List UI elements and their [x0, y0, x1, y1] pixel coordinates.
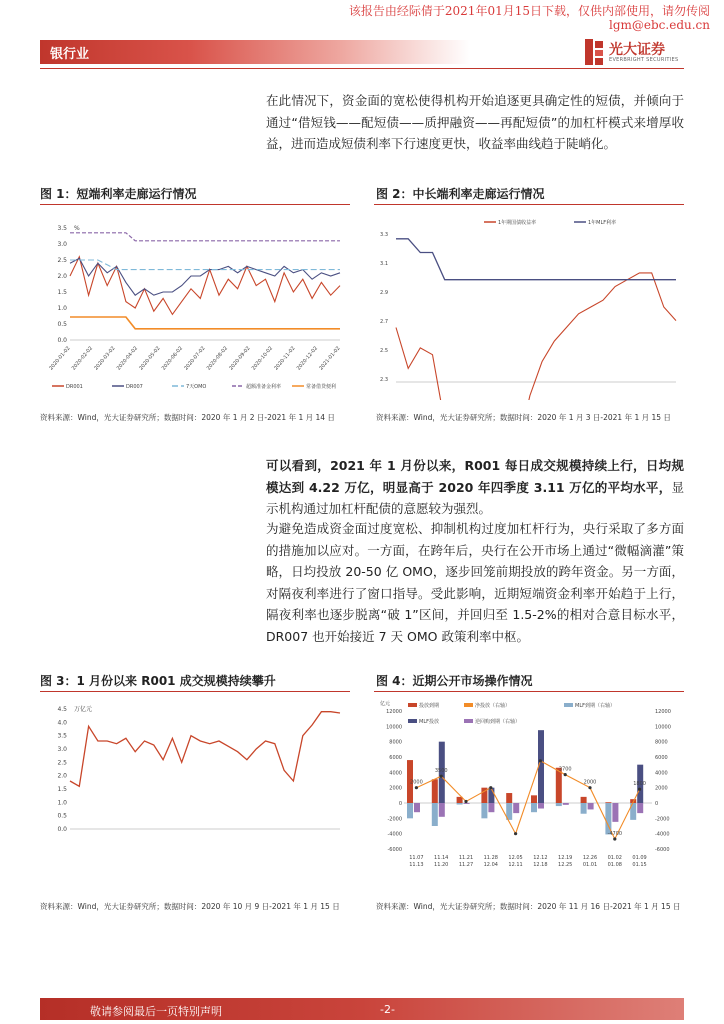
y2-tick-label: 12000: [655, 709, 671, 715]
legend-label: DR007: [126, 384, 143, 390]
watermark-line1: 该报告由经际倩于2021年01月15日下载，仅供内部使用，请勿传阅: [348, 4, 710, 18]
y-tick-label: 1.0: [57, 305, 67, 312]
y-tick-label: 3.0: [57, 241, 67, 248]
legend-label: 净投放（右轴）: [475, 703, 511, 709]
y-tick-label: 2.5: [57, 759, 67, 767]
x-tick-label: 01.09: [632, 855, 647, 861]
legend-swatch: [408, 719, 417, 723]
y-tick-label: 2000: [389, 785, 402, 792]
x-tick-label: 11.20: [434, 862, 449, 868]
y-tick-label: 3.0: [57, 746, 67, 753]
data-label: -4700: [607, 831, 623, 838]
bar-injection: [581, 797, 587, 803]
x-tick-label: 12.04: [483, 862, 498, 868]
x-tick-label: 2020-09-02: [228, 345, 252, 372]
y-tick-label: 0.5: [57, 321, 67, 328]
figure-2-title: 图 2：中长端利率走廊运行情况: [376, 187, 545, 201]
bar-injection: [531, 795, 537, 803]
bar-repo-maturity: [513, 803, 519, 813]
x-tick-label: 11.27: [458, 862, 474, 868]
x-tick-label: 12.19: [558, 855, 573, 861]
legend-label: DR001: [66, 384, 83, 390]
bar-injection: [506, 793, 512, 803]
series-line-2: [70, 260, 340, 270]
y-tick-label: 6000: [389, 755, 402, 761]
series-line-1: [70, 258, 340, 295]
y2-tick-label: -4000: [655, 831, 670, 838]
y-tick-label: 2.0: [57, 273, 67, 280]
bar-mlf-maturity: [581, 803, 587, 814]
net-injection-point: [464, 800, 467, 803]
bar-repo-maturity: [488, 803, 494, 812]
footer-disclaimer: 敬请参阅最后一页特别声明: [90, 1005, 222, 1018]
y2-tick-label: 10000: [655, 724, 671, 731]
data-label: 3500: [434, 768, 448, 775]
bar-injection: [605, 802, 611, 803]
x-tick-label: 2020-11-02: [273, 345, 297, 372]
net-injection-point: [588, 786, 591, 789]
y2-tick-label: 6000: [655, 755, 668, 761]
legend-label: 超额准备金利率: [246, 384, 282, 390]
legend-swatch: [564, 703, 573, 707]
x-tick-label: 2020-01-02: [48, 345, 72, 372]
x-tick-label: 2020-05-02: [138, 345, 162, 372]
bar-repo-maturity: [439, 803, 445, 817]
y2-tick-label: -6000: [655, 847, 670, 853]
y-tick-label: 1.5: [57, 289, 67, 296]
page-number: -2-: [380, 1003, 395, 1016]
x-tick-label: 12.11: [508, 862, 523, 868]
x-tick-label: 2020-10-02: [250, 345, 275, 372]
figure-4-rule: [374, 691, 684, 692]
x-tick-label: 01.08: [607, 862, 622, 868]
net-injection-point: [440, 775, 443, 778]
x-tick-label: 11.07: [409, 855, 424, 861]
y-tick-label: 0.0: [57, 337, 67, 344]
bar-mlf-maturity: [407, 803, 413, 818]
series-line-1: [396, 239, 676, 280]
y-tick-label: 3.5: [57, 225, 67, 232]
data-label: 2000: [583, 779, 597, 786]
y-tick-label: 1.5: [57, 786, 67, 793]
y2-tick-label: 0: [655, 801, 659, 807]
watermark: [349, 4, 710, 32]
brand-logo-icon: [585, 39, 603, 65]
legend-swatch: [464, 719, 473, 723]
y-tick-label: 0.0: [57, 826, 67, 833]
y-axis-label: 亿元: [380, 701, 391, 707]
legend-label: MLF到期（右轴）: [575, 703, 615, 709]
figure-4-source: 资料来源：Wind，光大证券研究所；数据时间：2020 年 11 月 16 日-2021 年 1 月 15 日: [376, 902, 681, 911]
x-tick-label: 01.01: [582, 862, 598, 868]
x-tick-label: 01.15: [632, 862, 647, 868]
figure-3-rule: [40, 691, 350, 692]
y-tick-label: 4.5: [57, 706, 67, 713]
legend-swatch: [464, 703, 473, 707]
legend-label: MLF投放: [419, 719, 439, 725]
legend-label: 投放到期: [419, 703, 440, 709]
net-injection-point: [489, 786, 492, 789]
net-injection-point: [613, 837, 616, 840]
series-line-0: [70, 257, 340, 315]
brand-name: 光大证券: [609, 42, 665, 58]
chart-short-rate-corridor: [40, 210, 350, 400]
legend-swatch: [408, 703, 417, 707]
paragraph-3: 为避免造成资金面过度宽松、抑制机构过度加杠杆行为，央行采取了多方面的措施加以应对。一方面，在跨年后，央行在公开市场上通过“微幅滴灌”策略，日均投放 20-50 亿 OMO，逐步回笼前期投放的跨年资金。另一方面，对隔夜利率进行了窗口指导。受此影响，近期短端资金利率开始趋于上行，隔夜利率也逐步脱离“破 1”区间，并回归至 1.5-2%的相对合意目标水平，DR007 也开始接近 7 天 OMO 政策利率中枢。: [266, 521, 684, 644]
x-tick-label: 2020-02-02: [70, 345, 95, 372]
y-tick-label: 2.9: [380, 290, 388, 296]
x-tick-label: 2020-08-02: [205, 345, 230, 372]
net-injection-point: [638, 788, 641, 791]
y-tick-label: 3.5: [57, 732, 67, 740]
chart-long-rate-corridor: [374, 210, 684, 400]
y2-tick-label: 8000: [655, 739, 668, 746]
header-divider: [40, 68, 684, 69]
x-tick-label: 11.28: [483, 855, 498, 861]
y-tick-label: 2.3: [380, 377, 388, 383]
series-line-0: [396, 273, 676, 400]
y-tick-label: 2.7: [380, 319, 388, 325]
bar-mlf-maturity: [556, 803, 562, 806]
y-tick-label: 3.1: [380, 261, 388, 267]
y2-tick-label: 4000: [655, 770, 668, 777]
net-injection-point: [514, 832, 517, 835]
y-tick-label: -2000: [387, 816, 402, 823]
data-label: 3700: [558, 766, 572, 773]
x-tick-label: 11.21: [458, 855, 474, 861]
legend-label: 7天OMO: [186, 384, 207, 390]
figure-1-source: 资料来源：Wind，光大证券研究所；数据时间：2020 年 1 月 2 日-2021 年 1 月 14 日: [40, 413, 335, 422]
y-axis-label: 万亿元: [74, 706, 93, 713]
bar-repo-maturity: [612, 803, 618, 822]
figure-1-title: 图 1：短端利率走廊运行情况: [40, 187, 197, 201]
bar-repo-maturity: [588, 803, 594, 809]
bar-mlf-maturity: [531, 803, 537, 812]
bar-mlf-maturity: [481, 803, 487, 818]
data-label: 1800: [633, 781, 646, 788]
y-tick-label: 0: [398, 801, 402, 807]
bar-repo-maturity: [414, 803, 420, 812]
y-tick-label: 8000: [389, 739, 402, 746]
x-tick-label: 2021-01-02: [318, 345, 342, 372]
y-tick-label: -6000: [387, 847, 402, 853]
figure-3-title: 图 3：1 月份以来 R001 成交规模持续攀升: [40, 674, 276, 688]
series-line-0: [70, 712, 340, 787]
figure-2-rule: [374, 204, 684, 205]
y2-tick-label: -2000: [655, 816, 670, 823]
net-injection-point: [539, 759, 542, 762]
paragraph-1: 在此情况下，资金面的宽松使得机构开始追逐更具确定性的短债，并倾向于通过“借短钱——配短债——质押融资——再配短债”的加杠杆模式来增厚收益，进而造成短债利率下行速度更快，收益率曲线趋于陡峭化。: [266, 93, 684, 151]
y-tick-label: 2.5: [57, 257, 67, 264]
paragraph-2-rest: 显示机构通过加杠杆配债的意愿较为强烈。: [266, 479, 684, 516]
watermark-line2: lgm@ebc.edu.cn: [609, 18, 710, 32]
y-tick-label: 2.5: [380, 348, 388, 354]
y-tick-label: -4000: [387, 831, 402, 838]
data-label: 2000: [410, 779, 423, 786]
bar-repo-maturity: [637, 803, 643, 813]
sector-label: 银行业: [50, 47, 90, 62]
x-tick-label: 12.05: [508, 855, 523, 861]
y-tick-label: 2.0: [57, 772, 67, 780]
legend-label: 1年期国债收益率: [498, 220, 537, 226]
x-tick-label: 12.18: [533, 862, 548, 868]
y-tick-label: 12000: [386, 709, 402, 715]
figure-1-rule: [40, 204, 350, 205]
sector-banner: [40, 40, 470, 64]
y-axis-label: %: [74, 225, 80, 232]
x-tick-label: 12.25: [558, 862, 573, 868]
y-tick-label: 4.0: [57, 719, 67, 727]
x-tick-label: 2020-04-02: [115, 345, 140, 372]
bar-repo-maturity: [464, 803, 470, 804]
x-tick-label: 2020-06-02: [160, 345, 185, 372]
series-line-3: [70, 233, 340, 241]
legend-label: 常备借贷便利: [306, 384, 337, 390]
legend-label: 逆回购到期（右轴）: [475, 719, 521, 725]
net-injection-point: [415, 786, 418, 789]
y-tick-label: 4000: [389, 770, 402, 777]
figure-3-source: 资料来源：Wind，光大证券研究所；数据时间：2020 年 10 月 9 日-2021 年 1 月 15 日: [40, 902, 340, 911]
x-tick-label: 2020-12-02: [295, 345, 320, 372]
paragraph-2-bold: 可以看到，2021 年 1 月份以来，R001 每日成交规模持续上行，日均规模达到 4.22 万亿，明显高于 2020 年四季度 3.11 万亿的平均水平，: [266, 458, 684, 495]
bar-injection: [432, 779, 438, 803]
x-tick-label: 2020-07-02: [183, 345, 207, 372]
y-tick-label: 1.0: [57, 799, 67, 807]
bar-mlf-maturity: [457, 803, 463, 805]
brand-name-en: EVERBRIGHT SECURITIES: [609, 57, 679, 63]
figure-4-title: 图 4：近期公开市场操作情况: [376, 674, 533, 688]
y2-tick-label: 2000: [655, 785, 668, 792]
chart-open-market-ops: [374, 697, 684, 887]
y-tick-label: 10000: [386, 724, 402, 731]
bar-mlf-maturity: [432, 803, 438, 826]
chart-r001-volume: [40, 697, 350, 887]
bar-injection: [556, 768, 562, 803]
x-tick-label: 2020-03-02: [93, 345, 117, 372]
bar-repo-maturity: [538, 803, 544, 809]
x-tick-label: 12.26: [582, 855, 598, 861]
legend-label: 1年MLF利率: [588, 220, 617, 226]
brand-logo: [585, 39, 695, 67]
y-tick-label: 3.3: [380, 232, 388, 238]
y-tick-label: 0.5: [57, 812, 67, 820]
bar-repo-maturity: [563, 803, 569, 805]
x-tick-label: 11.14: [434, 855, 449, 861]
x-tick-label: 11.13: [409, 862, 424, 868]
figure-2-source: 资料来源：Wind，光大证券研究所；数据时间：2020 年 1 月 3 日-2021 年 1 月 15 日: [376, 413, 671, 422]
x-tick-label: 12.12: [533, 855, 548, 861]
x-tick-label: 01.02: [607, 855, 622, 861]
paragraph-2: [266, 455, 684, 520]
series-line-4: [70, 317, 340, 329]
net-injection-point: [564, 773, 567, 776]
